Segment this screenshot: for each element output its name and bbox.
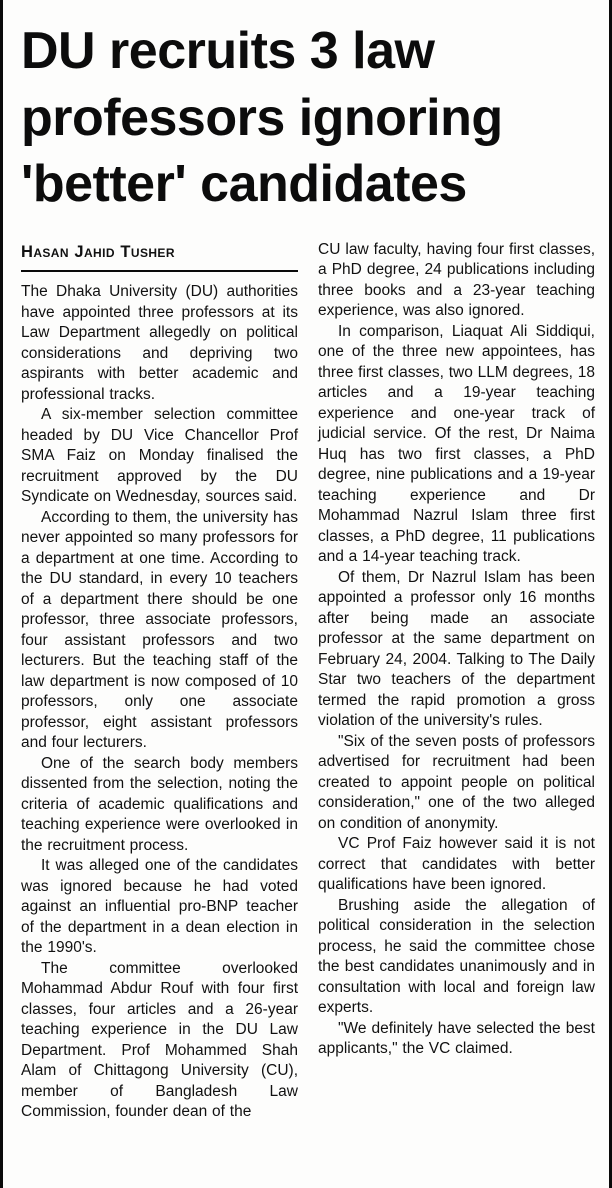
paragraph: According to them, the university has never appointed so many professors for a department at one time. According to the DU standard, in every 10 teachers of a department there should be one professor, three associate professors, four assistant professors and two lecturers. But the teaching staff of the law department is now composed of 10 professors, only one associate professor, eight assistant professors and four lecturers. xyxy=(21,508,298,752)
paragraph: CU law faculty, having four first classes, a PhD degree, 24 publications including three books and a 23-year teaching experience, was also ignored. xyxy=(318,240,595,320)
paragraph: In comparison, Liaquat Ali Siddiqui, one of the three new appointees, has three first classes, two LLM degrees, 18 articles and a 19-year teaching experience and one-year track of judicial service. Of the rest, Dr Naima Huq has two first classes, a PhD degree, nine publications and a 19-year teaching experience and Dr Mohammad Nazrul Islam three first classes, a PhD degree, 11 publications and a 14-year teaching track. xyxy=(318,322,595,566)
column-left xyxy=(21,240,298,1123)
headline-line: professors ignoring xyxy=(21,88,503,147)
paragraph: It was alleged one of the candidates was ignored because he had voted against an influential pro-BNP teacher of the department in a dean election in the 1990's. xyxy=(21,857,298,957)
paragraph: VC Prof Faiz however said it is not correct that candidates with better qualifications have been ignored. xyxy=(318,835,595,894)
paragraph: "Six of the seven posts of professors advertised for recruitment had been created to appoint people on political consideration," one of the two alleged on condition of anonymity. xyxy=(318,732,595,832)
paragraph: The Dhaka University (DU) authorities have appointed three professors at its Law Department allegedly on political considerations and depriving two aspirants with better academic and professional tracks. xyxy=(21,283,298,403)
byline: Hasan Jahid Tusher xyxy=(21,242,175,261)
column-right-paragraphs xyxy=(318,240,595,1060)
paragraph: "We definitely have selected the best applicants," the VC claimed. xyxy=(318,1019,595,1058)
paragraph: One of the search body members dissented from the selection, noting the criteria of academic qualifications and teaching experience were overlooked in the recruitment process. xyxy=(21,754,298,854)
paragraph: The committee overlooked Mohammad Abdur Rouf with four first classes, four articles and a 26-year teaching experience in the DU Law Department. Prof Mohammed Shah Alam of Chittagong University (CU), member of Bangladesh Law Commission, founder dean of the xyxy=(21,959,298,1121)
paragraph: Brushing aside the allegation of political consideration in the selection process, he said the committee chose the best candidates unanimously and in consultation with local and foreign law experts. xyxy=(318,896,595,1017)
column-right xyxy=(318,240,595,1123)
column-left-paragraphs xyxy=(21,282,298,1123)
paragraph: Of them, Dr Nazrul Islam has been appointed a professor only 16 months after being made an associate professor at the same department on February 24, 2004. Talking to The Daily Star two teachers of the department termed the rapid promotion a gross violation of the university's rules. xyxy=(318,568,595,730)
article-body xyxy=(17,240,597,1123)
headline-line: 'better' candidates xyxy=(21,155,467,214)
paragraph: A six-member selection committee headed by DU Vice Chancellor Prof SMA Faiz on Monday finalised the recruitment approved by the DU Syndicate on Wednesday, sources said. xyxy=(21,406,298,506)
byline-rule xyxy=(21,270,298,272)
headline xyxy=(17,14,597,218)
headline-line: DU recruits 3 law xyxy=(21,22,435,80)
